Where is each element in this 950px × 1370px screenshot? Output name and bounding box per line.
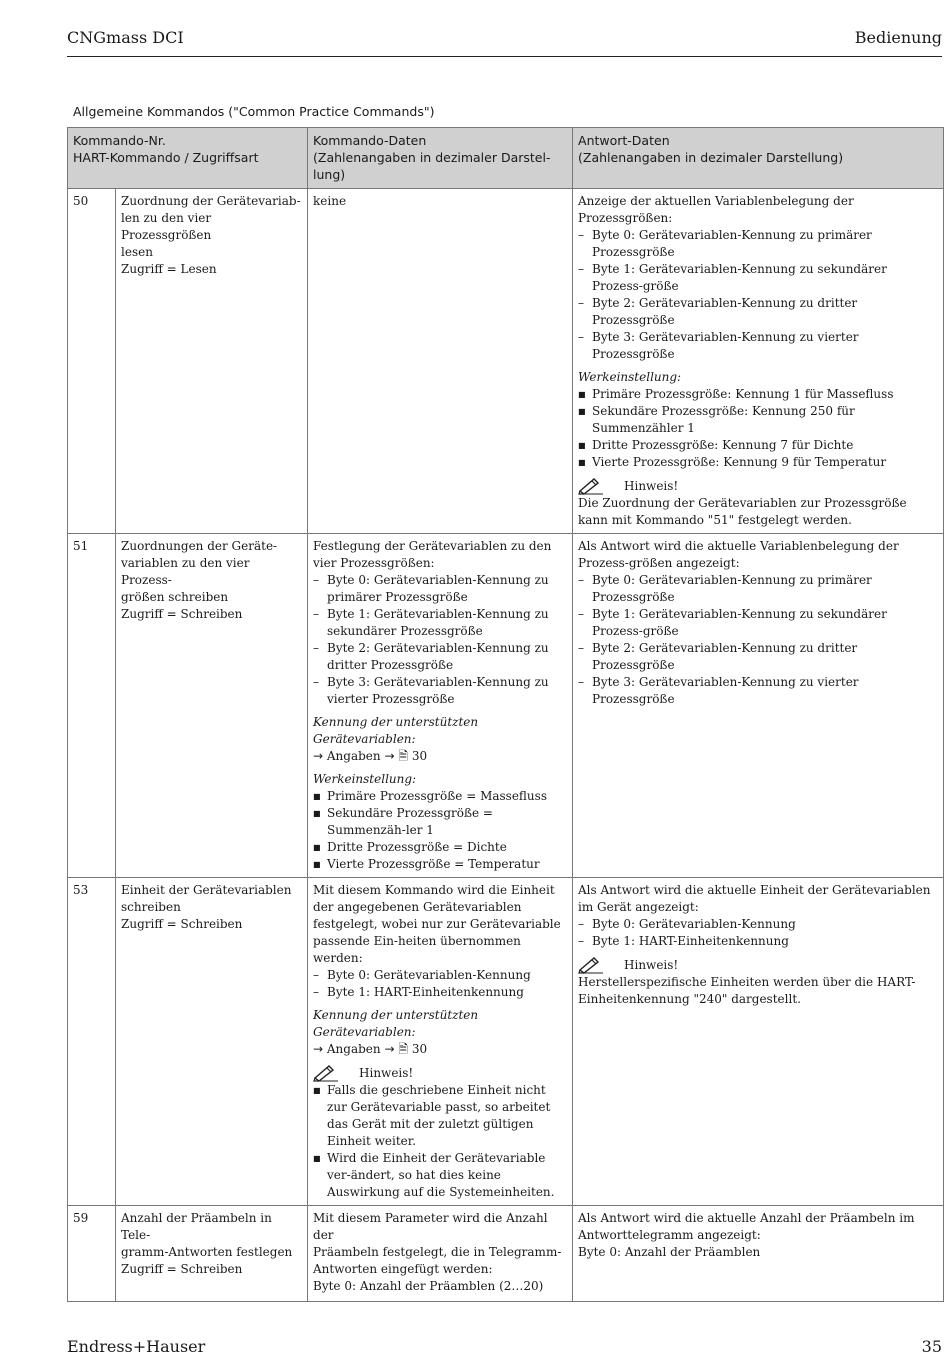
pencil-note-icon <box>578 956 604 974</box>
command-number: 51 <box>68 534 116 878</box>
table-row <box>68 878 944 1206</box>
dash-item: – Byte 1: HART-Einheitenkennung <box>313 984 567 1001</box>
command-data <box>308 878 573 1206</box>
dash-item: – Byte 0: Gerätevariablen-Kennung zu primärer Prozessgröße <box>578 227 938 261</box>
bullet-item: ■ Vierte Prozessgröße = Temperatur <box>313 856 567 873</box>
page-reference <box>313 1041 567 1058</box>
col-header-command-data <box>308 128 573 189</box>
pencil-note-icon <box>578 477 604 495</box>
commands-table <box>67 127 944 1302</box>
resp-intro: Als Antwort wird die aktuelle Variablenbelegung der Prozess-größen angezeigt: <box>578 539 899 570</box>
desc-line: len zu den vier Prozessgrößen <box>121 211 212 242</box>
desc-line: Zugriff = Schreiben <box>121 917 243 931</box>
note-heading <box>578 956 938 974</box>
page-number-footer: 35 <box>921 1337 942 1356</box>
page-number: 30 <box>411 1042 428 1056</box>
col-header-command <box>68 128 308 189</box>
dash-item: – Byte 0: Gerätevariablen-Kennung <box>313 967 567 984</box>
desc-line: gramm-Antworten festlegen <box>121 1245 293 1259</box>
response-data <box>573 534 944 878</box>
resp-line: Byte 0: Anzahl der Präamblen <box>578 1245 761 1259</box>
resp-intro: Als Antwort wird die aktuelle Einheit der Gerätevariablen im Gerät angezeigt: <box>578 883 931 914</box>
factory-setting-label: Werkeinstellung: <box>578 370 682 384</box>
page-icon: 🗎 <box>398 1042 408 1056</box>
bullet-item: ■ Sekundäre Prozessgröße = Summenzäh-ler 1 <box>313 805 567 839</box>
dash-item: – Byte 1: HART-Einheitenkennung <box>578 933 938 950</box>
note-label: Hinweis! <box>359 1065 414 1080</box>
note-label: Hinweis! <box>624 478 679 493</box>
reference-text: Angaben <box>326 1042 381 1056</box>
factory-setting-label: Werkeinstellung: <box>313 772 417 786</box>
supported-ids-label: Kennung der unterstützten Gerätevariablen: <box>313 1008 479 1039</box>
resp-intro: Anzeige der aktuellen Variablenbelegung der Prozessgrößen: <box>578 194 854 225</box>
data-intro: Festlegung der Gerätevariablen zu den vier Prozessgrößen: <box>313 539 552 570</box>
data-line: Antworten eingefügt werden: <box>313 1262 493 1276</box>
response-data <box>573 878 944 1206</box>
dash-item: – Byte 1: Gerätevariablen-Kennung zu sekundärer Prozess-größe <box>578 606 938 640</box>
dash-item: – Byte 2: Gerätevariablen-Kennung zu dritter Prozessgröße <box>578 295 938 329</box>
desc-line: Zuordnungen der Geräte- <box>121 539 278 553</box>
col-header-text: HART-Kommando / Zugriffsart <box>73 150 259 165</box>
command-description <box>116 878 308 1206</box>
dash-item: – Byte 0: Gerätevariablen-Kennung zu primärer Prozessgröße <box>578 572 938 606</box>
response-data <box>573 1206 944 1302</box>
dash-item: – Byte 2: Gerätevariablen-Kennung zu dritter Prozessgröße <box>313 640 567 674</box>
desc-line: größen schreiben <box>121 590 229 604</box>
page-icon: 🗎 <box>398 749 408 763</box>
header-chapter: Bedienung <box>854 28 942 47</box>
note-text: Die Zuordnung der Gerätevariablen zur Prozessgröße kann mit Kommando "51" festgelegt werden. <box>578 496 907 527</box>
reference-text: Angaben <box>326 749 381 763</box>
dash-item: – Byte 3: Gerätevariablen-Kennung zu vierter Prozessgröße <box>578 674 938 708</box>
arrow-right-icon: → <box>384 1042 399 1056</box>
note-text: Herstellerspezifische Einheiten werden über die HART-Einheitenkennung "240" dargestellt. <box>578 975 916 1006</box>
header-divider <box>67 56 942 57</box>
supported-ids-label: Kennung der unterstützten Gerätevariablen: <box>313 715 479 746</box>
note-heading <box>578 477 938 495</box>
desc-line: Zugriff = Lesen <box>121 262 217 276</box>
data-line: Byte 0: Anzahl der Präamblen (2…20) <box>313 1279 544 1293</box>
dash-item: – Byte 1: Gerätevariablen-Kennung zu sekundärer Prozessgröße <box>313 606 567 640</box>
command-number: 50 <box>68 189 116 534</box>
header-product-name: CNGmass DCI <box>67 28 184 47</box>
col-header-response-data <box>573 128 944 189</box>
arrow-right-icon: → <box>313 749 327 763</box>
data-text: keine <box>313 194 347 208</box>
col-header-text: (Zahlenangaben in dezimaler Darstellung) <box>578 150 844 165</box>
col-header-text: Kommando-Nr. <box>73 133 166 148</box>
desc-line: Anzahl der Präambeln in Tele- <box>121 1211 272 1242</box>
bullet-item: ■ Dritte Prozessgröße = Dichte <box>313 839 567 856</box>
col-header-text: Antwort-Daten <box>578 133 670 148</box>
command-number: 53 <box>68 878 116 1206</box>
command-data <box>308 1206 573 1302</box>
arrow-right-icon: → <box>313 1042 327 1056</box>
bullet-item: ■ Dritte Prozessgröße: Kennung 7 für Dichte <box>578 437 938 454</box>
command-number: 59 <box>68 1206 116 1302</box>
col-header-text: lung) <box>313 167 346 182</box>
table-row <box>68 1206 944 1302</box>
bullet-item: ■ Primäre Prozessgröße = Massefluss <box>313 788 567 805</box>
section-title: Allgemeine Kommandos ("Common Practice Commands") <box>73 104 435 119</box>
command-description <box>116 534 308 878</box>
footer-brand: Endress+Hauser <box>67 1337 206 1356</box>
data-line: Mit diesem Parameter wird die Anzahl der <box>313 1211 548 1242</box>
command-data <box>308 189 573 534</box>
dash-item: – Byte 0: Gerätevariablen-Kennung <box>578 916 938 933</box>
command-description <box>116 189 308 534</box>
command-description <box>116 1206 308 1302</box>
bullet-item: ■ Wird die Einheit der Gerätevariable ver-ändert, so hat dies keine Auswirkung auf die Systemeinheiten. <box>313 1150 567 1201</box>
dash-item: – Byte 3: Gerätevariablen-Kennung zu vierter Prozessgröße <box>313 674 567 708</box>
table-header-row <box>68 128 944 189</box>
note-label: Hinweis! <box>624 957 679 972</box>
arrow-right-icon: → <box>384 749 399 763</box>
bullet-item: ■ Falls die geschriebene Einheit nicht zur Gerätevariable passt, so arbeitet das Gerät mit der zuletzt gültigen Einheit weiter. <box>313 1082 567 1150</box>
desc-line: lesen <box>121 245 153 259</box>
desc-line: variablen zu den vier Prozess- <box>121 556 250 587</box>
pencil-note-icon <box>313 1064 339 1082</box>
table-row <box>68 534 944 878</box>
data-line: Präambeln festgelegt, die in Telegramm- <box>313 1245 562 1259</box>
page-number: 30 <box>411 749 428 763</box>
desc-line: Zugriff = Schreiben <box>121 607 243 621</box>
bullet-item: ■ Primäre Prozessgröße: Kennung 1 für Massefluss <box>578 386 938 403</box>
dash-item: – Byte 0: Gerätevariablen-Kennung zu primärer Prozessgröße <box>313 572 567 606</box>
desc-line: Einheit der Gerätevariablen <box>121 883 292 897</box>
table-row <box>68 189 944 534</box>
response-data <box>573 189 944 534</box>
desc-line: Zuordnung der Gerätevariab- <box>121 194 301 208</box>
bullet-item: ■ Vierte Prozessgröße: Kennung 9 für Temperatur <box>578 454 938 471</box>
resp-line: Als Antwort wird die aktuelle Anzahl der Präambeln im <box>578 1211 915 1225</box>
col-header-text: Kommando-Daten <box>313 133 427 148</box>
desc-line: Zugriff = Schreiben <box>121 1262 243 1276</box>
bullet-item: ■ Sekundäre Prozessgröße: Kennung 250 für Summenzähler 1 <box>578 403 938 437</box>
command-data <box>308 534 573 878</box>
dash-item: – Byte 3: Gerätevariablen-Kennung zu vierter Prozessgröße <box>578 329 938 363</box>
desc-line: schreiben <box>121 900 181 914</box>
note-heading <box>313 1064 567 1082</box>
dash-item: – Byte 1: Gerätevariablen-Kennung zu sekundärer Prozess-größe <box>578 261 938 295</box>
page-reference <box>313 748 567 765</box>
data-intro: Mit diesem Kommando wird die Einheit der angegebenen Gerätevariablen festgelegt, wobei nur zur Gerätevariable passende Ein-heiten übernommen werden: <box>313 883 561 965</box>
col-header-text: (Zahlenangaben in dezimaler Darstel- <box>313 150 551 165</box>
dash-item: – Byte 2: Gerätevariablen-Kennung zu dritter Prozessgröße <box>578 640 938 674</box>
resp-line: Antworttelegramm angezeigt: <box>578 1228 761 1242</box>
